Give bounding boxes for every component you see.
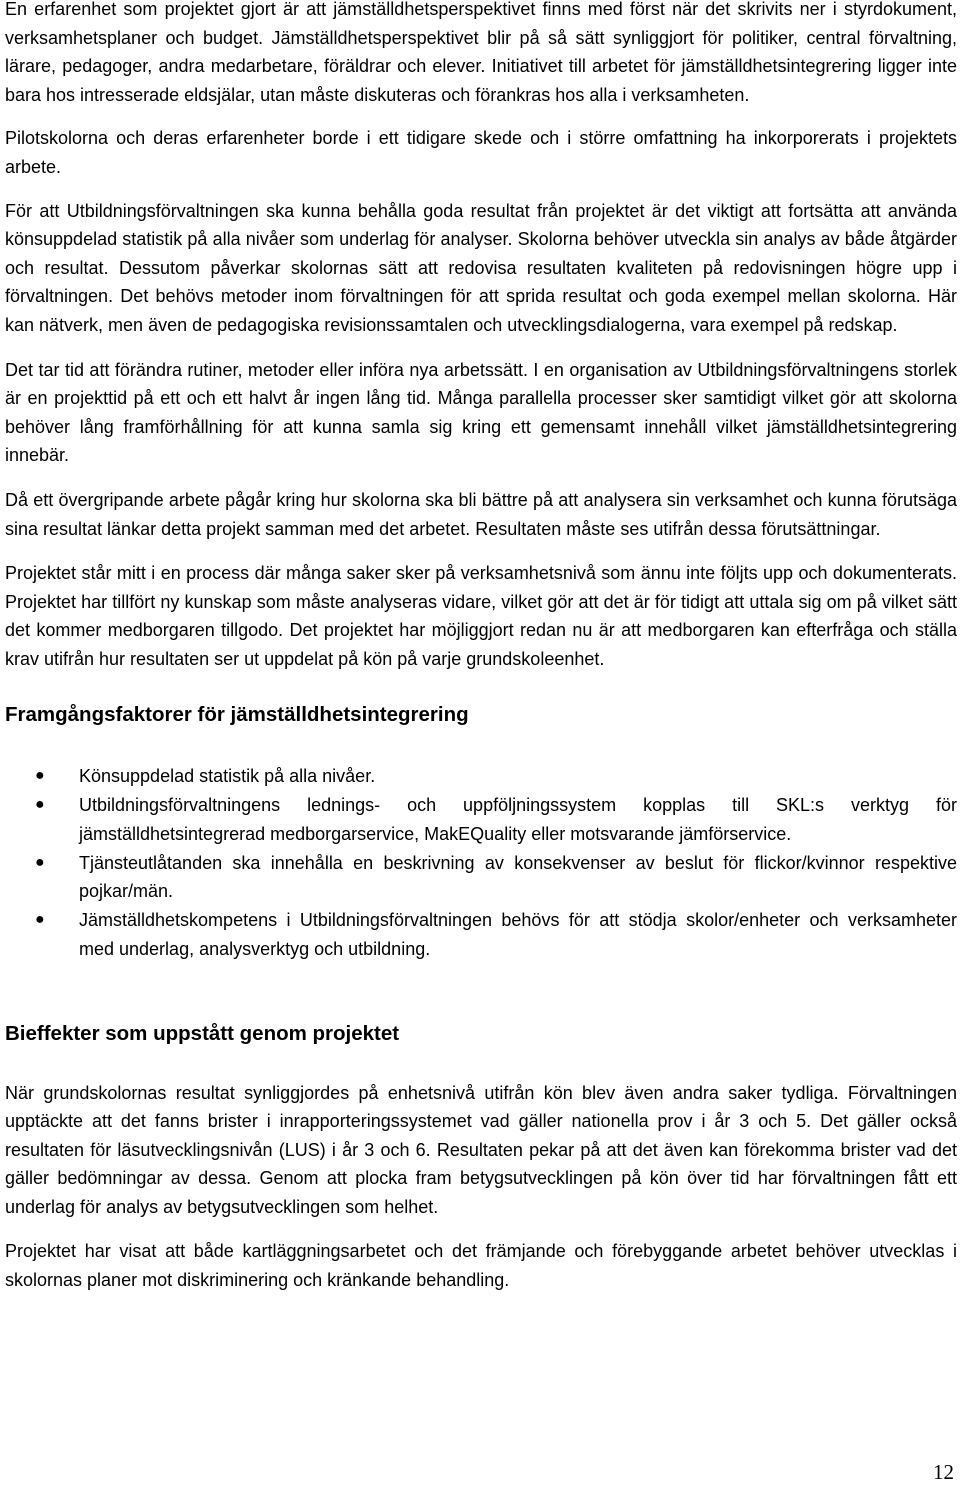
list-item-text: Jämställdhetskompetens i Utbildningsförvaltningen behövs för att stödja skolor/enheter och verksamheter med underlag, analysverktyg och utbildning. (79, 910, 957, 959)
list-item (5, 762, 957, 791)
bullet-icon: ● (35, 911, 45, 929)
page-number: 12 (933, 1460, 954, 1484)
list-item (5, 791, 957, 848)
bullet-icon: ● (35, 796, 45, 814)
list-item-text: Tjänsteutlåtanden ska innehålla en beskrivning av konsekvenser av beslut för flickor/kvinnor respektive pojkar/män. (79, 852, 957, 902)
list-item-text: Könsuppdelad statistik på alla nivåer. (79, 766, 376, 787)
list-item (5, 906, 957, 963)
bullet-icon: ● (35, 767, 45, 785)
paragraph-intro-5: Då ett övergripande arbete pågår kring hur skolorna ska bli bättre på att analysera sin verksamhet och kunna förutsäga sina resultat länkar detta projekt samman med det arbetet. Resultaten måste ses utifrån dessa förutsättningar. (5, 489, 957, 539)
paragraph-side-effects-2: Projektet har visat att både kartläggningsarbetet och det främjande och förebyggande arbetet behöver utvecklas i skolornas planer mot diskriminering och kränkande behandling. (5, 1241, 957, 1291)
paragraph-intro-2: Pilotskolorna och deras erfarenheter borde i ett tidigare skede och i större omfattning ha inkorporerats i projektets arbete. (5, 128, 957, 177)
paragraph-side-effects-1: När grundskolornas resultat synliggjordes på enhetsnivå utifrån kön blev även andra saker tydliga. Förvaltningen upptäckte att det fanns brister i inrapporteringssystemet vad gäller nationella prov i år 3 och 5. Det gäller också resultaten för läsutvecklingsnivån (LUS) i år 3 och 6. Resultaten pekar på att det även kan förekomma brister vad det gäller bedömningar av dessa. Genom att plocka fram betygsutvecklingen på kön över tid har förvaltningen fått ett underlag för analys av betygsutvecklingen som helhet. (5, 1082, 957, 1217)
paragraph-intro-4: Det tar tid att förändra rutiner, metoder eller införa nya arbetssätt. I en organisation av Utbildningsförvaltningens storlek är en projekttid på ett och ett halvt år ingen lång tid. Många parallella processer sker samtidigt vilket gör att skolorna behöver lång framförhållning för att kunna samla sig kring ett gemensamt innehåll vilket jämställdhetsintegrering innebär. (5, 359, 957, 466)
success-factors-list (5, 762, 957, 963)
list-item-text: Utbildningsförvaltningens lednings- och uppföljningssystem kopplas till SKL:s verktyg för jämställdhetsintegrerad medborgarservice, MakEQuality eller motsvarande jämförservice. (79, 795, 957, 844)
heading-side-effects: Bieffekter som uppstått genom projektet (5, 1021, 400, 1045)
document-page (5, 0, 957, 1295)
list-item (5, 849, 957, 906)
paragraph-intro-6: Projektet står mitt i en process där många saker sker på verksamhetsnivå som ännu inte följts upp och dokumenterats. Projektet har tillfört ny kunskap som måste analyseras vidare, vilket gör att det är för tidigt att uttala sig om på vilket sätt det kommer medborgaren tillgodo. Det projektet har möjliggjort redan nu är att medborgaren kan efterfråga och ställa krav utifrån hur resultaten ser ut uppdelat på kön på varje grundskoleenhet. (5, 563, 957, 669)
bullet-icon: ● (35, 853, 45, 871)
paragraph-intro-1: En erfarenhet som projektet gjort är att jämställdhetsperspektivet finns med först när det skrivits ner i styrdokument, verksamhetsplaner och budget. Jämställdhetsperspektivet blir på så sätt synliggjort för politiker, central förvaltning, lärare, pedagoger, andra medarbetare, föräldrar och elever. Initiativet till arbetet för jämställdhetsintegrering ligger inte bara hos intresserade eldsjälar, utan måste diskuteras och förankras hos alla i verksamheten. (5, 0, 957, 105)
paragraph-intro-3: För att Utbildningsförvaltningen ska kunna behålla goda resultat från projektet är det viktigt att fortsätta att använda könsuppdelad statistik på alla nivåer som underlag för analyser. Skolorna behöver utveckla sin analys av både åtgärder och resultat. Dessutom påverkar skolornas sätt att redovisa resultaten kvaliteten på redovisningen högre upp i förvaltningen. Det behövs metoder inom förvaltningen för att sprida resultat och goda exempel mellan skolorna. Här kan nätverk, men även de pedagogiska revisionssamtalen och utvecklingsdialogerna, vara exempel på redskap. (5, 200, 957, 335)
heading-success-factors: Framgångsfaktorer för jämställdhetsintegrering (5, 703, 469, 727)
